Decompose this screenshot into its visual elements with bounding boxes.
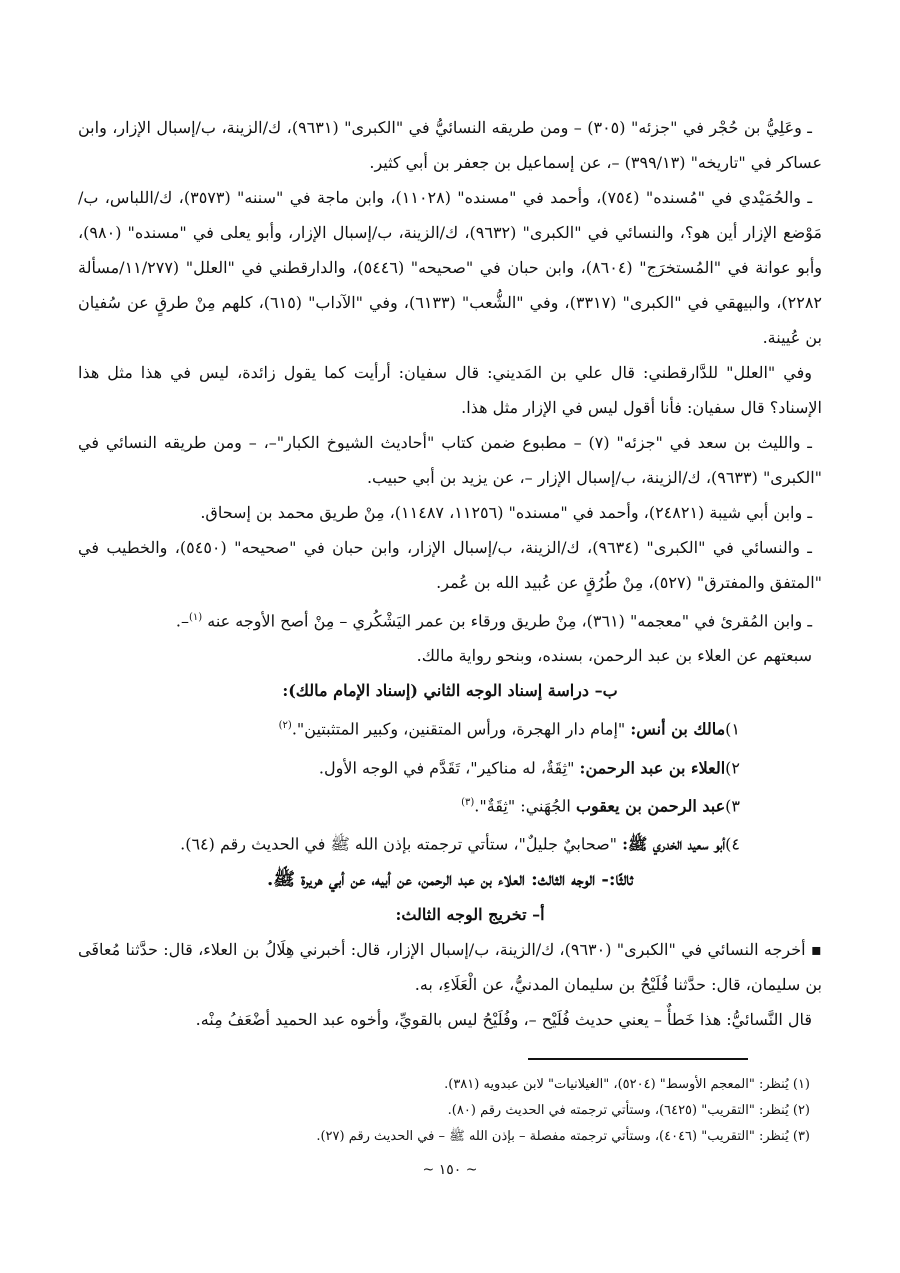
footnote-1: (١) يُنظر: "المعجم الأوسط" (٥٢٠٤)، "الغيلانيات" لابن عبدويه (٣٨١). [444, 1077, 810, 1092]
section-b-heading: ب– دراسة إسناد الوجه الثاني (إسناد الإمام مالك): [282, 681, 618, 701]
narrator-abu-said [78, 823, 822, 861]
narrator-abdulrahman [78, 785, 822, 823]
narrator-malik [78, 708, 822, 746]
narrator-text: "ثِقَةٌ، له مناكير"، تَقَدَّم في الوجه الأول. [318, 757, 580, 777]
footnotes [110, 1072, 810, 1150]
narrator-number: ٤) [725, 834, 740, 854]
paragraph-humaydi: ـ والحُمَيْدي في "مُسنده" (٧٥٤)، وأحمد في "مسنده" (١١٠٢٨)، وابن ماجة في "سننه" (٣٥٧٣)، ك/اللباس، ب/مَوْضع الإزار أين هو؟، والنسائي في "الكبرى" (٩٦٣٢)، ك/الزينة، ب/إسبال الإزار، وأبو يعلى في "مسنده" (٩٨٠)، وأبو عوانة في "المُستخرَج" (٨٦٠٤)، وابن حبان في "صحيحه" (٥٤٤٦)، والدارقطني في "العلل" (١١/٢٧٧/مسألة ٢٢٨٢)، والبيهقي في "الكبرى" (٣٣١٧)، وفي "الشُّعب" (٦١٣٣)، وفي "الآداب" (٦١٥)، كلهم مِنْ طرقٍ عن سُفيان بن عُيينة. [78, 188, 823, 347]
third-aspect-heading: ثالثًا:- الوجه الثالث: العلاء بن عبد الرحمن، عن أبيه، عن أبي هريرة ﷺ. [267, 868, 633, 890]
narrator-text: "صحابيٌ جليلٌ"، ستأتي ترجمته بإذن الله ﷺ في الحديث رقم (٦٤). [180, 834, 623, 854]
paragraph-ibn-abi-shayba: ـ وابن أبي شيبة (٢٤٨٢١)، وأحمد في "مسنده" (١١٢٥٦، ١١٤٨٧)، مِنْ طريق محمد بن إسحاق. [200, 503, 812, 522]
paragraph-nasai-akhrajahu: ▪ أخرجه النسائي في "الكبرى" (٩٦٣٠)، ك/الزينة، ب/إسبال الإزار، قال: أخبرني هِلَالُ بن العلاء، قال: حدَّثنا مُعافَى بن سليمان، قال: حدَّثنا فُلَيْحُ بن سليمان المدنيُّ، عن الْعَلَاءِ، به. [78, 939, 822, 994]
main-text [78, 110, 822, 1037]
narrator-text: الجُهَني: "ثِقَةٌ". [474, 796, 576, 816]
footnote-3: (٣) يُنظر: "التقريب" (٤٠٤٦)، وستأتي ترجمته مفصلة – بإذن الله ﷺ – في الحديث رقم (٢٧). [316, 1129, 810, 1144]
page-number: ~ ١٥٠ ~ [422, 1162, 478, 1178]
paragraph-ibn-muqri [78, 600, 822, 638]
paragraph-nasai-comment: قال النَّسائيُّ: هذا خَطأٌ – يعني حديث فُلَيْح –، وفُلَيْحُ ليس بالقويِّ، وأخوه عبد الحميد أضْعَفُ مِنْه. [195, 1009, 812, 1029]
footnote-divider [528, 1058, 748, 1060]
paragraph-ali-bin-hujr: ـ وعَلِيُّ بن حُجْر في "جزئه" (٣٠٥) – ومن طريقه النسائيُّ في "الكبرى" (٩٦٣١)، ك/الزينة، ب/إسبال الإزار، وابن عساكر في "تاريخه" (٣٩٩/١٣) –، عن إسماعيل بن جعفر بن أبي كثير. [78, 118, 822, 172]
third-aspect-subheading: أ– تخريج الوجه الثالث: [395, 904, 545, 924]
paragraph-layth-bin-saad: ـ والليث بن سعد في "جزئه" (٧) – مطبوع ضمن كتاب "أحاديث الشيوخ الكبار"–، – ومن طريقه النسائي في "الكبرى" (٩٦٣٣)، ك/الزينة، ب/إسبال الإزار –، عن يزيد بن أبي حبيب. [78, 433, 822, 487]
narrator-name: مالك بن أنس: [630, 719, 726, 739]
footnote-ref-1[interactable]: (١) [188, 612, 203, 623]
narrator-name: عبد الرحمن بن يعقوب [575, 796, 726, 816]
footnote-ref-3[interactable]: (٣) [461, 796, 475, 808]
footnote-2: (٢) يُنظر: "التقريب" (٦٤٢٥)، وستأتي ترجمته في الحديث رقم (٨٠). [447, 1103, 810, 1118]
narrator-number: ١) [725, 719, 740, 739]
paragraph-ilal-daraqutni: وفي "العلل" للدَّارقطني: قال علي بن المَديني: قال سفيان: أرأيت كما يقول زائدة، ليس في هذا مثل هذا الإسناد؟ قال سفيان: فأنا أقول ليس في الإزار مثل هذا. [78, 363, 822, 417]
narrator-alaa [78, 747, 822, 785]
narrator-name: أبو سعيد الخدري ﷺ: [622, 834, 726, 854]
paragraph-nasai-kubra: ـ والنسائي في "الكبرى" (٩٦٣٤)، ك/الزينة، ب/إسبال الإزار، وابن حبان في "صحيحه" (٥٤٥٠)، والخطيب في "المتفق والمفترق" (٥٢٧)، مِنْ طُرُقٍ عن عُبيد الله بن عُمر. [78, 538, 822, 592]
ibn-muqri-text: ـ وابن المُقرئ في "معجمه" (٣٦١)، مِنْ طريق ورقاء بن عمر اليَشْكُري – مِنْ أصح الأوجه عنه [207, 611, 812, 631]
footnote-ref-2[interactable]: (٢) [278, 720, 292, 732]
paragraph-summary: سبعتهم عن العلاء بن عبد الرحمن، بسنده، وبنحو رواية مالك. [416, 646, 812, 666]
narrator-number: ٢) [725, 757, 740, 777]
narrator-number: ٣) [725, 796, 740, 816]
narrator-name: العلاء بن عبد الرحمن: [579, 757, 726, 777]
ibn-muqri-end: –. [175, 611, 189, 631]
narrator-text: "إمام دار الهجرة، ورأس المتقنين، وكبير المتثبتين". [291, 719, 631, 739]
